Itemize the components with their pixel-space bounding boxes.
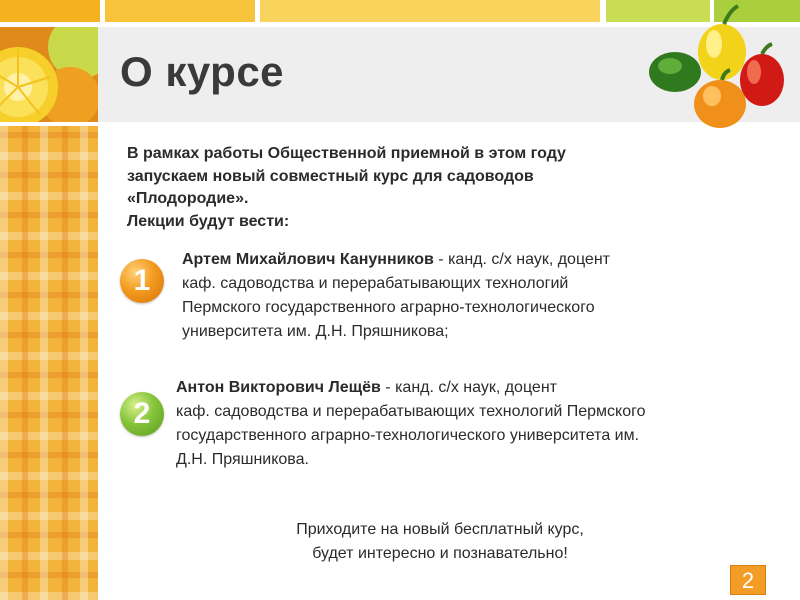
slide-title: О курсе (120, 48, 285, 95)
lecturer-degree: - канд. с/х наук, доцент (433, 251, 610, 268)
plaid-side-panel (0, 126, 98, 600)
intro-line: «Плодородие». (127, 190, 249, 207)
lecturer-affiliation: каф. садоводства и перерабатывающих технологий Пермского (176, 403, 646, 420)
lecturer-affiliation: университета им. Д.Н. Пряшникова; (182, 323, 449, 340)
number-badge-2: 2 (120, 392, 164, 436)
number-badge-1: 1 (120, 259, 164, 303)
page-number: 2 (730, 565, 766, 595)
lecturer-affiliation: Д.Н. Пряшникова. (176, 451, 309, 468)
closing-line: Приходите на новый бесплатный курс, (296, 521, 584, 538)
lecturer-1 (182, 248, 742, 344)
intro-line: Лекции будут вести: (127, 212, 290, 230)
intro-line: запускаем новый совместный курс для садоводов (127, 167, 534, 185)
lecturer-name: Антон Викторович Лещёв (176, 379, 381, 396)
fruit-image (0, 27, 98, 122)
lecturer-2 (176, 376, 776, 472)
intro-text (127, 143, 727, 233)
lecturer-name: Артем Михайлович Канунников (182, 251, 434, 268)
closing-text (240, 518, 640, 566)
peppers-image (640, 0, 800, 140)
lecturer-degree: - канд. с/х наук, доцент (380, 379, 557, 396)
header-strip-yellow (260, 0, 600, 22)
intro-line: В рамках работы Общественной приемной в этом году (127, 145, 566, 162)
lecturer-affiliation: каф. садоводства и перерабатывающих технологий (182, 275, 569, 292)
header-strip-orange (0, 0, 100, 22)
header-strip-amber (105, 0, 255, 22)
lecturer-affiliation: Пермского государственного аграрно-технологического (182, 299, 595, 316)
closing-line: будет интересно и познавательно! (312, 545, 568, 562)
lecturer-affiliation: государственного аграрно-технологического университета им. (176, 427, 640, 444)
